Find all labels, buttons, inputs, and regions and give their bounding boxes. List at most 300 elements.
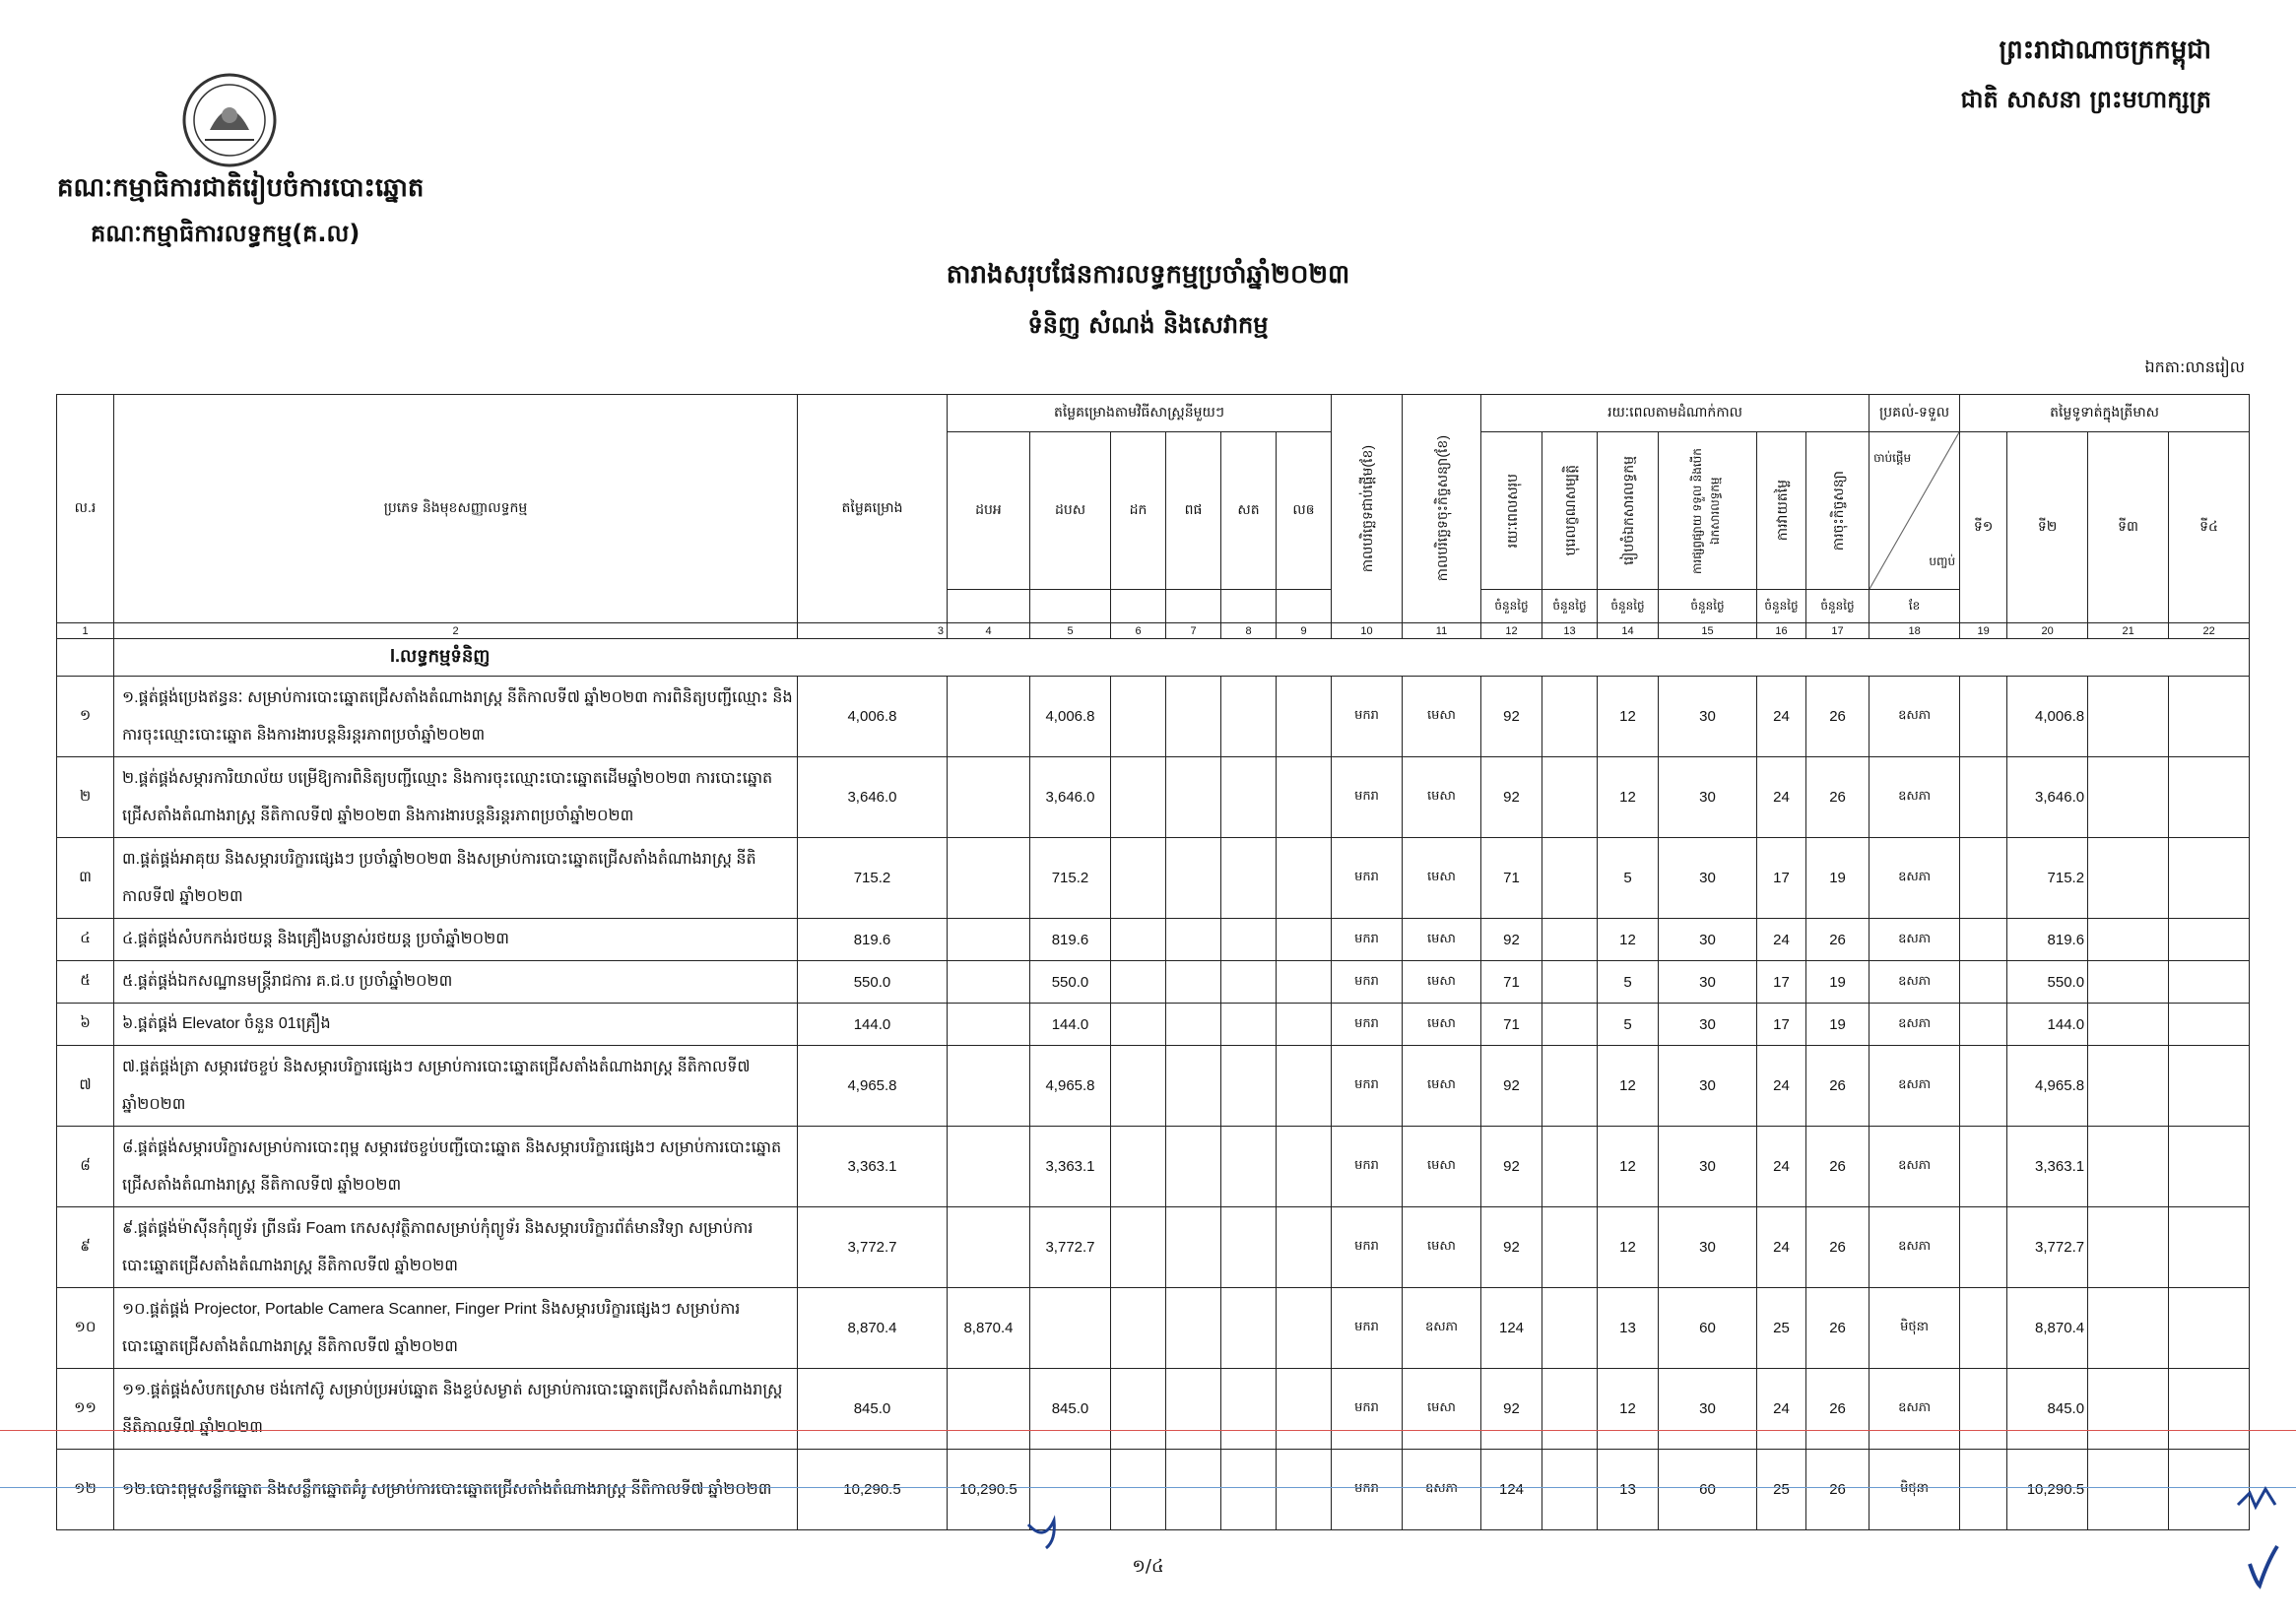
timeline-col-3 xyxy=(1598,432,1659,590)
cell-dba xyxy=(948,838,1030,919)
cell-empty xyxy=(1166,1046,1221,1127)
cell-desc: ៤.ផ្គត់ផ្គង់សំបកកង់រថយន្ត និងគ្រឿងបន្លាស់រថយន្ត ប្រចាំឆ្នាំ២០២៣ xyxy=(114,919,798,961)
cell-empty xyxy=(1111,1004,1166,1046)
cell-no: ១ xyxy=(57,677,114,757)
column-number: 1 xyxy=(57,623,114,639)
cell-empty xyxy=(1111,961,1166,1004)
cell-deliv: ឧសភា xyxy=(1870,1207,1960,1288)
funding-col-1: ដបអ xyxy=(948,432,1030,590)
cell-pre xyxy=(1542,1207,1598,1288)
cell-desc: ៩.ផ្គត់ផ្គង់ម៉ាស៊ីនកុំព្យូទ័រ ព្រីនធ័រ Foam កេសសុវត្ថិភាពសម្រាប់កុំព្យូទ័រ និងសម្ភារបរិក្ខារព័ត៌មានវិទ្យា សម្រាប់ការបោះឆ្នោតជ្រើសតាំងតំណាងរាស្ត្រ នីតិកាលទី៧ ឆ្នាំ២០២៣ xyxy=(114,1207,798,1288)
cell-pub: 30 xyxy=(1659,1046,1757,1127)
cell-q1 xyxy=(1960,757,2007,838)
cell-q2: 3,772.7 xyxy=(2007,1207,2088,1288)
cell-empty xyxy=(1166,757,1221,838)
cell-dba xyxy=(948,757,1030,838)
column-number-row xyxy=(57,623,2250,639)
cell-empty xyxy=(2169,757,2250,838)
cell-empty xyxy=(2169,919,2250,961)
days-unit: ចំនួនថ្ងៃ xyxy=(1757,590,1806,623)
cell-total: 92 xyxy=(1481,677,1542,757)
cell-est: 10,290.5 xyxy=(798,1450,948,1530)
cell-pub: 60 xyxy=(1659,1450,1757,1530)
cell-m10: មករា xyxy=(1332,1004,1403,1046)
cell-empty xyxy=(1166,1450,1221,1530)
table-row xyxy=(57,1450,2250,1530)
cell-desc: ១.ផ្គត់ផ្គង់ប្រេងឥន្ធនៈ សម្រាប់ការបោះឆ្នោតជ្រើសតាំងតំណាងរាស្ត្រ នីតិកាលទី៧ ឆ្នាំ២០២៣ ការពិនិត្យបញ្ជីឈ្មោះ និងការចុះឈ្មោះបោះឆ្នោត និងការងារបន្តនិរន្តរភាពប្រចាំឆ្នាំ២០២៣ xyxy=(114,677,798,757)
cell-m11: មេសា xyxy=(1403,1004,1481,1046)
days-unit: ចំនួនថ្ងៃ xyxy=(1659,590,1757,623)
cell-empty xyxy=(2169,1046,2250,1127)
cell-empty xyxy=(1277,1369,1332,1450)
cell-pre xyxy=(1542,1127,1598,1207)
timeline-col-6-label: ការចុះកិច្ចសន្យា xyxy=(1830,470,1847,551)
cell-empty xyxy=(2088,919,2169,961)
funding-col-6: លឲ xyxy=(1277,432,1332,590)
funding-col-5: សត xyxy=(1221,432,1277,590)
cell-empty xyxy=(1166,1369,1221,1450)
cell-empty xyxy=(2169,1004,2250,1046)
timeline-col-4 xyxy=(1659,432,1757,590)
cell-empty xyxy=(1111,1207,1166,1288)
cell-m11: មេសា xyxy=(1403,919,1481,961)
cell-est: 715.2 xyxy=(798,838,948,919)
cell-desc: ៣.ផ្គត់ផ្គង់អាគុយ និងសម្ភារបរិក្ខារផ្សេងៗ ប្រចាំឆ្នាំ២០២៣ និងសម្រាប់ការបោះឆ្នោតជ្រើសតាំងតំណាងរាស្ត្រ នីតិកាលទី៧ ឆ្នាំ២០២៣ xyxy=(114,838,798,919)
cell-empty xyxy=(1221,1369,1277,1450)
column-number: 17 xyxy=(1806,623,1870,639)
cell-pub: 30 xyxy=(1659,1127,1757,1207)
cell-deliv: ឧសភា xyxy=(1870,757,1960,838)
cell-m10: មករា xyxy=(1332,961,1403,1004)
days-unit: ចំនួនថ្ងៃ xyxy=(1481,590,1542,623)
cell-empty xyxy=(2169,1369,2250,1450)
cell-q1 xyxy=(1960,1004,2007,1046)
cell-m10: មករា xyxy=(1332,757,1403,838)
cell-dbs: 4,965.8 xyxy=(1030,1046,1111,1127)
cell-prep: 12 xyxy=(1598,1046,1659,1127)
funding-subcell xyxy=(1277,590,1332,623)
column-number: 2 xyxy=(114,623,798,639)
cell-dbs: 845.0 xyxy=(1030,1369,1111,1450)
cell-deliv: មិថុនា xyxy=(1870,1450,1960,1530)
cell-m10: មករា xyxy=(1332,1207,1403,1288)
days-unit: ចំនួនថ្ងៃ xyxy=(1806,590,1870,623)
cell-empty xyxy=(1277,919,1332,961)
column-number: 13 xyxy=(1542,623,1598,639)
cell-sign: 19 xyxy=(1806,1004,1870,1046)
cell-pre xyxy=(1542,1369,1598,1450)
timeline-col-2-label: បុរេលក្ខណសម្បត្តិ xyxy=(1562,465,1578,556)
timeline-col-1-label: រយៈពេលសរុប xyxy=(1504,473,1520,549)
cell-eval: 24 xyxy=(1757,757,1806,838)
column-number: 15 xyxy=(1659,623,1757,639)
cell-empty xyxy=(2088,1288,2169,1369)
timeline-col-6 xyxy=(1806,432,1870,590)
cell-empty xyxy=(1111,1288,1166,1369)
cell-dba xyxy=(948,1207,1030,1288)
cell-prep: 13 xyxy=(1598,1450,1659,1530)
column-number: 21 xyxy=(2088,623,2169,639)
cell-m10: មករា xyxy=(1332,1288,1403,1369)
cell-no: ១២ xyxy=(57,1450,114,1530)
cell-no: ១១ xyxy=(57,1369,114,1450)
cell-no: ២ xyxy=(57,757,114,838)
organization-name: គណៈកម្មាធិការជាតិរៀបចំការបោះឆ្នោត xyxy=(57,173,425,203)
period-end-label: បញ្ចប់ xyxy=(1929,554,1956,568)
cell-prep: 5 xyxy=(1598,961,1659,1004)
document-subtitle: ទំនិញ សំណង់ និងសេវាកម្ម xyxy=(1027,311,1269,339)
cell-total: 71 xyxy=(1481,961,1542,1004)
cell-q1 xyxy=(1960,1288,2007,1369)
cell-est: 845.0 xyxy=(798,1369,948,1450)
table-row xyxy=(57,1288,2250,1369)
cell-deliv: ឧសភា xyxy=(1870,919,1960,961)
cell-dbs: 550.0 xyxy=(1030,961,1111,1004)
initial-mark-right xyxy=(2236,1485,2279,1519)
cell-q1 xyxy=(1960,919,2007,961)
cell-q2: 144.0 xyxy=(2007,1004,2088,1046)
cell-empty xyxy=(2088,961,2169,1004)
cell-total: 124 xyxy=(1481,1288,1542,1369)
cell-q1 xyxy=(1960,677,2007,757)
cell-pre xyxy=(1542,1004,1598,1046)
cell-empty xyxy=(1111,677,1166,757)
cell-eval: 17 xyxy=(1757,1004,1806,1046)
cell-pub: 30 xyxy=(1659,838,1757,919)
cell-empty xyxy=(1221,961,1277,1004)
column-number: 22 xyxy=(2169,623,2250,639)
cell-sign: 26 xyxy=(1806,1207,1870,1288)
cell-sign: 19 xyxy=(1806,961,1870,1004)
table-row xyxy=(57,961,2250,1004)
cell-q2: 10,290.5 xyxy=(2007,1450,2088,1530)
cell-desc: ១១.ផ្គត់ផ្គង់សំបកស្រោម ថង់កៅស៊ូ សម្រាប់ប្រអប់ឆ្នោត និងខ្ទប់សម្ងាត់ សម្រាប់ការបោះឆ្នោតជ្រើសតាំងតំណាងរាស្ត្រ នីតិកាលទី៧ ឆ្នាំ២០២៣ xyxy=(114,1369,798,1450)
cell-est: 819.6 xyxy=(798,919,948,961)
timeline-col-2 xyxy=(1542,432,1598,590)
cell-q2: 3,646.0 xyxy=(2007,757,2088,838)
funding-subcell xyxy=(1111,590,1166,623)
cell-q2: 8,870.4 xyxy=(2007,1288,2088,1369)
cell-sign: 26 xyxy=(1806,677,1870,757)
cell-q2: 4,006.8 xyxy=(2007,677,2088,757)
column-number: 12 xyxy=(1481,623,1542,639)
period-start-label: ចាប់ផ្ដើម xyxy=(1873,451,1912,465)
cell-empty xyxy=(1166,1127,1221,1207)
cell-desc: ៨.ផ្គត់ផ្គង់សម្ភារបរិក្ខារសម្រាប់ការបោះពុម្ព សម្ភារវេចខ្ចប់បញ្ជីបោះឆ្នោត និងសម្ភារបរិក្ខារផ្សេងៗ សម្រាប់ការបោះឆ្នោតជ្រើសតាំងតំណាងរាស្ត្រ នីតិកាលទី៧ ឆ្នាំ២០២៣ xyxy=(114,1127,798,1207)
cell-eval: 24 xyxy=(1757,1046,1806,1127)
cell-desc: ២.ផ្គត់ផ្គង់សម្ភារការិយាល័យ បម្រើឱ្យការពិនិត្យបញ្ជីឈ្មោះ និងការចុះឈ្មោះបោះឆ្នោតដើមឆ្នាំ២០២៣ ការបោះឆ្នោតជ្រើសតាំងតំណាងរាស្ត្រ នីតិកាលទី៧ ឆ្នាំ២០២៣ និងការងារបន្តនិរន្តរភាពប្រចាំឆ្នាំ២០២៣ xyxy=(114,757,798,838)
column-number: 4 xyxy=(948,623,1030,639)
cell-m10: មករា xyxy=(1332,919,1403,961)
cell-q2: 819.6 xyxy=(2007,919,2088,961)
cell-pub: 30 xyxy=(1659,961,1757,1004)
cell-empty xyxy=(2169,1127,2250,1207)
scan-line-red xyxy=(0,1430,2296,1431)
cell-m11: មេសា xyxy=(1403,1369,1481,1450)
cell-dba xyxy=(948,1046,1030,1127)
cell-dbs: 3,772.7 xyxy=(1030,1207,1111,1288)
table-row xyxy=(57,919,2250,961)
cell-pre xyxy=(1542,1288,1598,1369)
cell-empty xyxy=(1111,757,1166,838)
quarter-1-header: ទី១ xyxy=(1960,432,2007,623)
cell-est: 144.0 xyxy=(798,1004,948,1046)
cell-dbs: 4,006.8 xyxy=(1030,677,1111,757)
cell-desc: ៧.ផ្គត់ផ្គង់ត្រា សម្ភារវេចខ្ចប់ និងសម្ភារបរិក្ខារផ្សេងៗ សម្រាប់ការបោះឆ្នោតជ្រើសតាំងតំណាងរាស្ត្រ នីតិកាលទី៧ ឆ្នាំ២០២៣ xyxy=(114,1046,798,1127)
cell-sign: 26 xyxy=(1806,1369,1870,1450)
timeline-col-5-label: ការវាយតម្លៃ xyxy=(1774,480,1790,542)
quarter-2-header: ទី២ xyxy=(2007,432,2088,623)
cell-sign: 26 xyxy=(1806,757,1870,838)
col-description-header: ប្រភេទ និងមុខសញ្ញាលទ្ធកម្ម xyxy=(114,395,798,623)
cell-empty xyxy=(1166,1288,1221,1369)
cell-empty xyxy=(1277,1288,1332,1369)
cell-eval: 24 xyxy=(1757,1127,1806,1207)
col-estimate-header: តម្លៃគម្រោង xyxy=(798,395,948,623)
cell-empty xyxy=(2169,838,2250,919)
days-unit: ចំនួនថ្ងៃ xyxy=(1598,590,1659,623)
cell-q1 xyxy=(1960,961,2007,1004)
cell-dbs: 3,646.0 xyxy=(1030,757,1111,838)
cell-pre xyxy=(1542,961,1598,1004)
cell-est: 4,965.8 xyxy=(798,1046,948,1127)
cell-q1 xyxy=(1960,1046,2007,1127)
cell-empty xyxy=(2088,1207,2169,1288)
table-row xyxy=(57,1369,2250,1450)
cell-total: 71 xyxy=(1481,838,1542,919)
cell-empty xyxy=(1111,1369,1166,1450)
timeline-col-4-label: ការផ្សព្វផ្សាយ ទទួល និងបើកឯកសារលទ្ធកម្ម xyxy=(1689,447,1722,574)
col-10-label: កាលបរិច្ឆេទជាប់ផ្ដើម(ខែ) xyxy=(1359,444,1375,573)
cell-eval: 17 xyxy=(1757,838,1806,919)
cell-prep: 12 xyxy=(1598,1369,1659,1450)
cell-empty xyxy=(1111,1450,1166,1530)
quarter-group-header: តម្លៃទូទាត់ក្នុងត្រីមាស xyxy=(1960,395,2250,432)
currency-unit: ឯកតា:លានរៀល xyxy=(2144,357,2245,376)
cell-total: 92 xyxy=(1481,757,1542,838)
col-11-label: កាលបរិច្ឆេទចុះកិច្ចសន្យា(ខែ) xyxy=(1434,435,1450,582)
cell-empty xyxy=(1166,1004,1221,1046)
cell-prep: 5 xyxy=(1598,1004,1659,1046)
cell-prep: 12 xyxy=(1598,919,1659,961)
cell-dbs: 3,363.1 xyxy=(1030,1127,1111,1207)
cell-m10: មករា xyxy=(1332,677,1403,757)
cell-empty xyxy=(1277,1450,1332,1530)
funding-subcell xyxy=(948,590,1030,623)
cell-empty xyxy=(2088,1450,2169,1530)
cell-dba: 10,290.5 xyxy=(948,1450,1030,1530)
cell-q2: 550.0 xyxy=(2007,961,2088,1004)
cell-no: ៣ xyxy=(57,838,114,919)
cell-empty xyxy=(1221,1207,1277,1288)
cell-est: 3,363.1 xyxy=(798,1127,948,1207)
cell-sign: 26 xyxy=(1806,1127,1870,1207)
column-number: 6 xyxy=(1111,623,1166,639)
section-title: I.លទ្ធកម្មទំនិញ xyxy=(114,639,2250,677)
cell-prep: 5 xyxy=(1598,838,1659,919)
cell-empty xyxy=(2169,1207,2250,1288)
cell-empty xyxy=(1111,919,1166,961)
committee-name: គណៈកម្មាធិការលទ្ធកម្ម(គ.ល) xyxy=(91,220,361,247)
timeline-col-1 xyxy=(1481,432,1542,590)
cell-deliv: ឧសភា xyxy=(1870,838,1960,919)
cell-pub: 60 xyxy=(1659,1288,1757,1369)
timeline-col-3-label: រៀបចំឯកសារលទ្ធកម្ម xyxy=(1620,456,1636,565)
cell-prep: 12 xyxy=(1598,1127,1659,1207)
cell-pre xyxy=(1542,1046,1598,1127)
column-number: 5 xyxy=(1030,623,1111,639)
cell-dbs: 715.2 xyxy=(1030,838,1111,919)
cell-empty xyxy=(1277,1127,1332,1207)
funding-col-4: ពផ xyxy=(1166,432,1221,590)
cell-m11: មេសា xyxy=(1403,1207,1481,1288)
cell-eval: 24 xyxy=(1757,1369,1806,1450)
cell-est: 3,772.7 xyxy=(798,1207,948,1288)
table-row xyxy=(57,1046,2250,1127)
cell-total: 92 xyxy=(1481,919,1542,961)
cell-eval: 17 xyxy=(1757,961,1806,1004)
cell-prep: 12 xyxy=(1598,757,1659,838)
section-no-cell xyxy=(57,639,114,677)
col-10-header xyxy=(1332,395,1403,623)
cell-empty xyxy=(1221,1046,1277,1127)
cell-deliv: ឧសភា xyxy=(1870,1046,1960,1127)
cell-empty xyxy=(2088,1127,2169,1207)
cell-empty xyxy=(1166,961,1221,1004)
cell-no: ៤ xyxy=(57,919,114,961)
cell-empty xyxy=(1277,1004,1332,1046)
cell-pre xyxy=(1542,677,1598,757)
cell-desc: ៥.ផ្គត់ផ្គង់ឯកសណ្ឋានមន្ត្រីរាជការ គ.ជ.ប ប្រចាំឆ្នាំ២០២៣ xyxy=(114,961,798,1004)
cell-pub: 30 xyxy=(1659,757,1757,838)
cell-pub: 30 xyxy=(1659,919,1757,961)
cell-empty xyxy=(2169,961,2250,1004)
cell-dba xyxy=(948,1369,1030,1450)
cell-empty xyxy=(1277,757,1332,838)
cell-empty xyxy=(2088,1046,2169,1127)
cell-q2: 845.0 xyxy=(2007,1369,2088,1450)
cell-pre xyxy=(1542,919,1598,961)
cell-empty xyxy=(1111,1046,1166,1127)
cell-empty xyxy=(1277,677,1332,757)
cell-dba: 8,870.4 xyxy=(948,1288,1030,1369)
column-number: 14 xyxy=(1598,623,1659,639)
cell-q1 xyxy=(1960,1127,2007,1207)
cell-pre xyxy=(1542,757,1598,838)
cell-sign: 26 xyxy=(1806,1046,1870,1127)
cell-no: ៩ xyxy=(57,1207,114,1288)
quarter-3-header: ទី៣ xyxy=(2088,432,2169,623)
initial-mark xyxy=(1024,1513,1074,1556)
cell-sign: 26 xyxy=(1806,919,1870,961)
cell-m10: មករា xyxy=(1332,1369,1403,1450)
cell-deliv: ឧសភា xyxy=(1870,677,1960,757)
cell-empty xyxy=(1221,838,1277,919)
cell-sign: 26 xyxy=(1806,1288,1870,1369)
cell-no: ៧ xyxy=(57,1046,114,1127)
cell-deliv: ឧសភា xyxy=(1870,1127,1960,1207)
cell-empty xyxy=(1166,838,1221,919)
period-start-end-cell xyxy=(1870,432,1960,590)
cell-no: ៥ xyxy=(57,961,114,1004)
col-11-header xyxy=(1403,395,1481,623)
cell-dbs xyxy=(1030,1288,1111,1369)
cell-dbs: 144.0 xyxy=(1030,1004,1111,1046)
cell-empty xyxy=(1221,1127,1277,1207)
cell-empty xyxy=(1221,1288,1277,1369)
cell-empty xyxy=(1277,1046,1332,1127)
cell-q2: 4,965.8 xyxy=(2007,1046,2088,1127)
quarter-4-header: ទី៤ xyxy=(2169,432,2250,623)
scan-line-blue xyxy=(0,1487,2296,1488)
section-row xyxy=(57,639,2250,677)
column-number: 7 xyxy=(1166,623,1221,639)
cell-m11: ឧសភា xyxy=(1403,1450,1481,1530)
cell-m11: មេសា xyxy=(1403,1127,1481,1207)
cell-empty xyxy=(1166,1207,1221,1288)
cell-empty xyxy=(2169,1288,2250,1369)
cell-q1 xyxy=(1960,1450,2007,1530)
cell-no: ១០ xyxy=(57,1288,114,1369)
cell-eval: 25 xyxy=(1757,1450,1806,1530)
cell-empty xyxy=(2088,1369,2169,1450)
column-number: 16 xyxy=(1757,623,1806,639)
cell-empty xyxy=(1277,961,1332,1004)
column-number: 20 xyxy=(2007,623,2088,639)
cell-empty xyxy=(1111,1127,1166,1207)
cell-pre xyxy=(1542,1450,1598,1530)
cell-desc: ៦.ផ្គត់ផ្គង់ Elevator ចំនួន 01គ្រឿង xyxy=(114,1004,798,1046)
cell-empty xyxy=(1111,838,1166,919)
cell-empty xyxy=(1277,1207,1332,1288)
cell-m10: មករា xyxy=(1332,1127,1403,1207)
national-election-committee-seal xyxy=(180,71,279,169)
cell-q2: 715.2 xyxy=(2007,838,2088,919)
cell-q2: 3,363.1 xyxy=(2007,1127,2088,1207)
cell-eval: 24 xyxy=(1757,1207,1806,1288)
kingdom-heading: ព្រះរាជាណាចក្រកម្ពុជា xyxy=(1999,35,2211,65)
column-number: 3 xyxy=(798,623,948,639)
cell-eval: 24 xyxy=(1757,677,1806,757)
cell-deliv: ឧសភា xyxy=(1870,1369,1960,1450)
cell-no: ៦ xyxy=(57,1004,114,1046)
cell-total: 124 xyxy=(1481,1450,1542,1530)
column-number: 11 xyxy=(1403,623,1481,639)
cell-empty xyxy=(1221,1450,1277,1530)
cell-m11: មេសា xyxy=(1403,757,1481,838)
cell-empty xyxy=(2088,838,2169,919)
cell-empty xyxy=(2088,1004,2169,1046)
cell-empty xyxy=(1166,919,1221,961)
cell-m10: មករា xyxy=(1332,1046,1403,1127)
table-body xyxy=(57,677,2250,1530)
cell-q1 xyxy=(1960,1207,2007,1288)
cell-dba xyxy=(948,1004,1030,1046)
cell-prep: 13 xyxy=(1598,1288,1659,1369)
column-number: 10 xyxy=(1332,623,1403,639)
cell-dba xyxy=(948,677,1030,757)
cell-eval: 25 xyxy=(1757,1288,1806,1369)
national-motto: ជាតិ សាសនា ព្រះមហាក្សត្រ xyxy=(1960,86,2211,113)
table-row xyxy=(57,1004,2250,1046)
funding-subcell xyxy=(1030,590,1111,623)
cell-total: 71 xyxy=(1481,1004,1542,1046)
cell-pub: 30 xyxy=(1659,1207,1757,1288)
cell-q1 xyxy=(1960,1369,2007,1450)
cell-m10: មករា xyxy=(1332,838,1403,919)
cell-m11: មេសា xyxy=(1403,838,1481,919)
cell-pub: 30 xyxy=(1659,1369,1757,1450)
